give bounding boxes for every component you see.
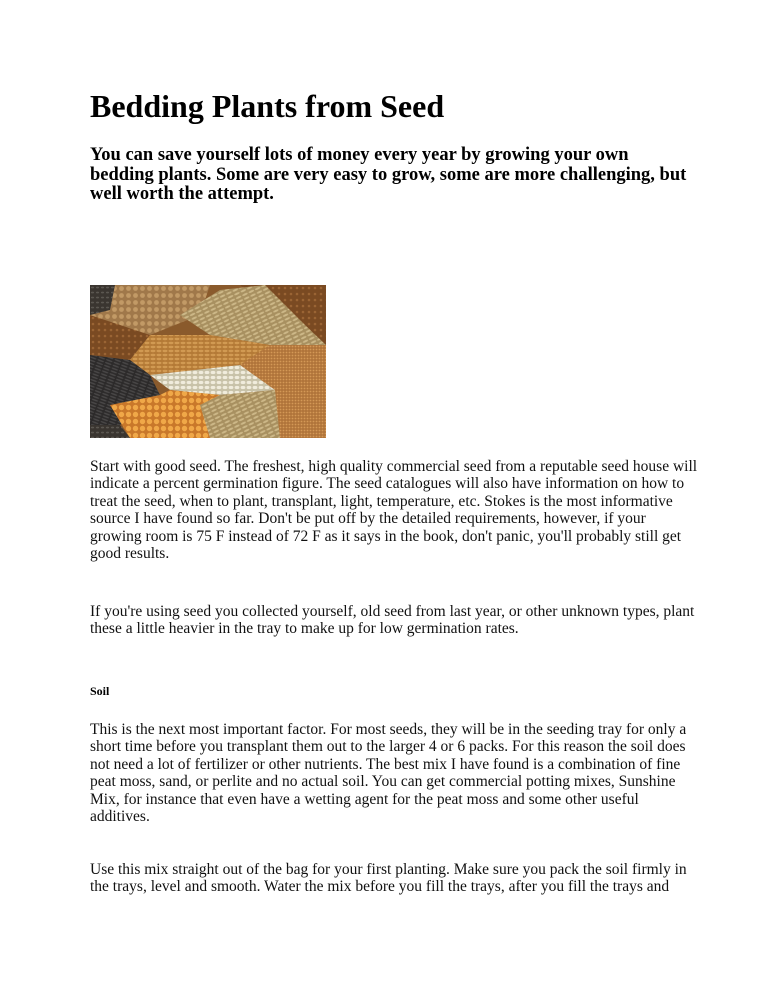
paragraph-seed-2: If you're using seed you collected yourself, old seed from last year, or other unknown types, plant these a little heavier in the tray to make up for low germination rates. <box>90 603 695 638</box>
seed-image <box>90 285 326 438</box>
paragraph-soil-1: This is the next most important factor. For most seeds, they will be in the seeding tray for only a short time before you transplant them out to the larger 4 or 6 packs. For this reason the soil does not need a lot of fertilizer or other nutrients. The best mix I have found is a combination of fine peat moss, sand, or perlite and no actual soil. You can get commercial potting mixes, Sunshine Mix, for instance that even have a wetting agent for the peat moss and some other useful additives. <box>90 721 687 826</box>
paragraph-soil-2: Use this mix straight out of the bag for your first planting. Make sure you pack the soil firmly in the trays, level and smooth. Water the mix before you fill the trays, after you fill the trays and <box>90 861 687 896</box>
page-title: Bedding Plants from Seed <box>90 88 445 124</box>
lead-paragraph: You can save yourself lots of money every year by growing your own bedding plants. Some are very easy to grow, some are more challenging, but well worth the attempt. <box>90 145 687 204</box>
section-heading-soil: Soil <box>90 684 110 698</box>
seeds-photo-icon <box>90 285 326 438</box>
paragraph-seed-1: Start with good seed. The freshest, high quality commercial seed from a reputable seed house will indicate a percent germination figure. The seed catalogues will also have information on how to treat the seed, when to plant, transplant, light, temperature, etc. Stokes is the most informative source I have found so far. Don't be put off by the detailed requirements, however, if your growing room is 75 F instead of 72 F as it says in the book, don't panic, you'll probably still get good results. <box>90 458 698 563</box>
